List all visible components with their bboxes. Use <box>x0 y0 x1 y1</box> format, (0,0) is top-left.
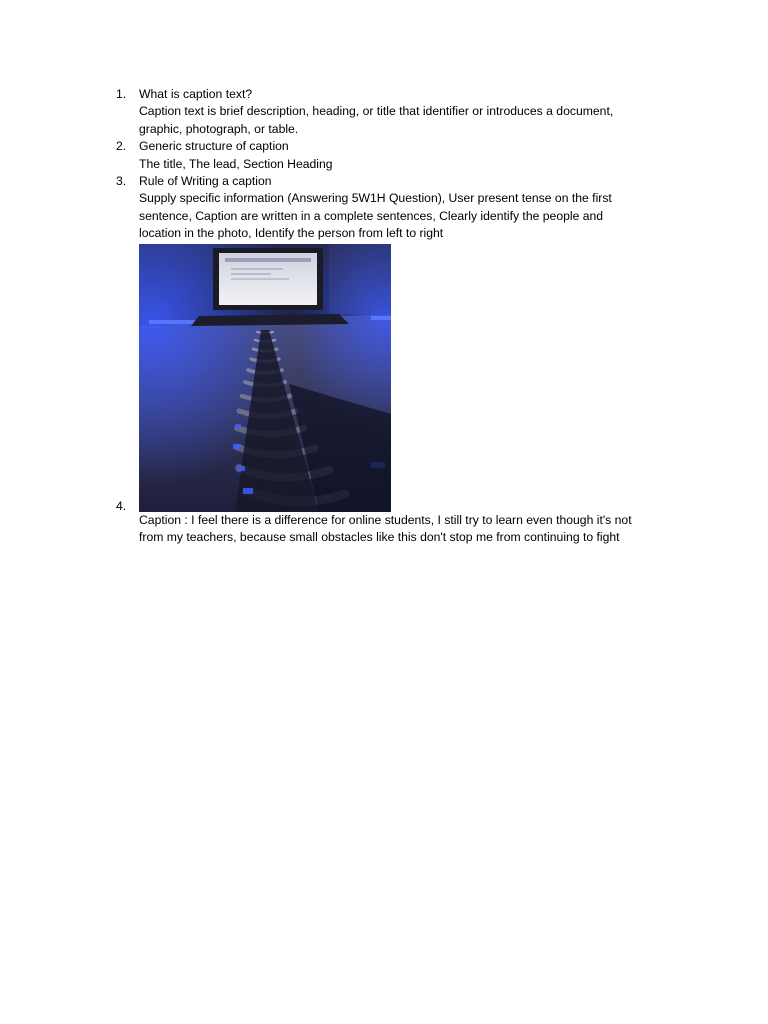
photo-binder-spine-laptop-icon <box>139 244 391 512</box>
item-body-line: Supply specific information (Answering 5W1H Question), User present tense on the first <box>139 191 612 206</box>
list-number: 3. <box>116 174 127 189</box>
photo-caption-line: Caption : I feel there is a difference for online students, I still try to learn even though it's not <box>139 512 632 527</box>
item-body-line: sentence, Caption are written in a complete sentences, Clearly identify the people and <box>139 208 604 223</box>
item-heading: What is caption text? <box>139 87 253 101</box>
photo-caption-line: from my teachers, because small obstacles like this don't stop me from continuing to fight <box>139 530 620 545</box>
list-number: 4. <box>116 498 127 513</box>
document-page <box>0 86 768 546</box>
list-number: 1. <box>116 87 127 101</box>
item-body-line: graphic, photograph, or table. <box>139 121 299 136</box>
item-body-line: location in the photo, Identify the person from left to right <box>139 226 444 241</box>
item-heading: Rule of Writing a caption <box>139 174 272 189</box>
item-body-line: Caption text is brief description, heading, or title that identifier or introduces a document, <box>139 104 614 119</box>
photo <box>139 244 391 512</box>
list-item-2 <box>0 138 679 173</box>
item-body-line: The title, The lead, Section Heading <box>139 156 333 171</box>
list-item-3 <box>0 173 679 243</box>
item-heading: Generic structure of caption <box>139 139 289 154</box>
list-item-1 <box>0 86 679 138</box>
list-number: 2. <box>116 139 127 154</box>
list-item-4 <box>0 244 768 547</box>
